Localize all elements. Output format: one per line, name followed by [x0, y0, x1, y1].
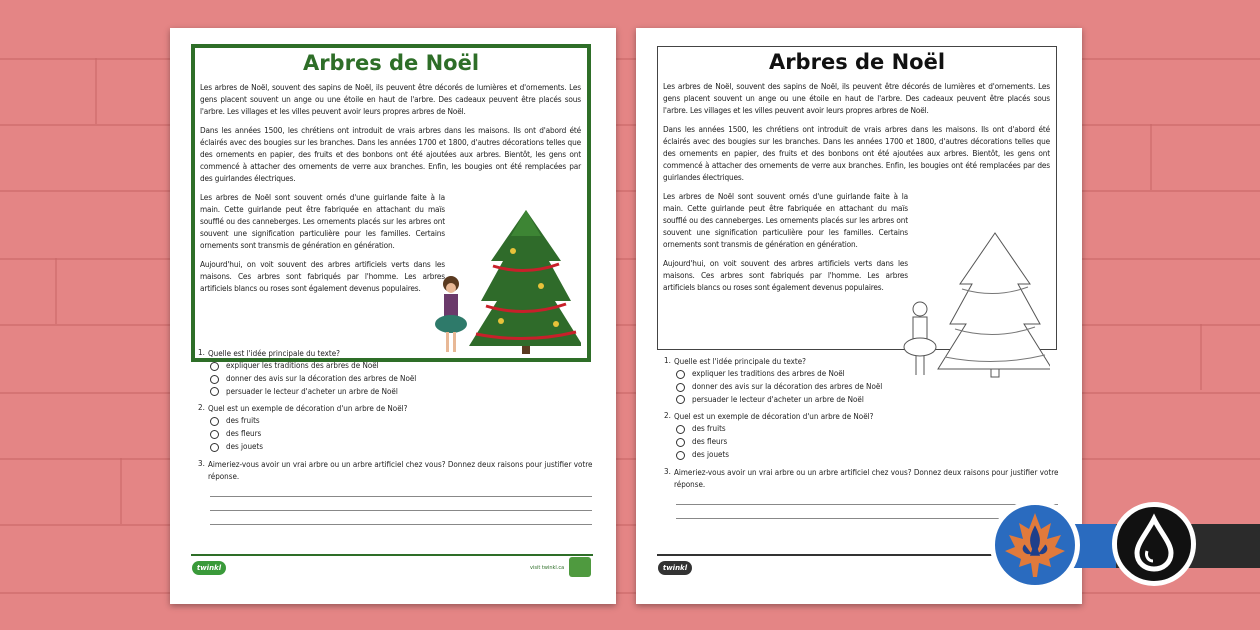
paragraph-4: Aujourd'hui, on voit souvent des arbres artificiels verts dans les maisons. Ces arbres sont fabriqués par l'homme. Les arbres artificiels blancs ou roses sont également devenus populaires.	[663, 257, 908, 293]
questions-section	[198, 348, 593, 530]
radio-icon[interactable]	[676, 438, 685, 447]
question-2: 2. Quel est un exemple de décoration d'un arbre de Noël? des fruits des fleurs des jouets	[198, 403, 593, 453]
question-text: Aimeriez-vous avoir un vrai arbre ou un arbre artificiel chez vous? Donnez deux raisons pour justifier votre réponse.	[208, 459, 593, 481]
question-2: 2. Quel est un exemple de décoration d'un arbre de Noël? des fruits des fleurs des jouets	[664, 411, 1059, 461]
radio-icon[interactable]	[210, 443, 219, 452]
paragraph-4: Aujourd'hui, on voit souvent des arbres artificiels verts dans les maisons. Ces arbres sont fabriqués par l'homme. Les arbres artificiels blancs ou roses sont également devenus populaires.	[200, 258, 445, 294]
question-text: Quelle est l'idée principale du texte?	[674, 357, 806, 366]
radio-icon[interactable]	[676, 395, 685, 404]
curriculum-badge-icon	[569, 557, 591, 577]
visit-link: visit twinkl.ca	[530, 565, 565, 571]
radio-icon[interactable]	[676, 383, 685, 392]
maple-leaf-icon	[990, 500, 1080, 590]
question-1: 1. Quelle est l'idée principale du texte? expliquer les traditions des arbres de Noël donner des avis sur la décoration des arbres de Noël persuader le lecteur d'acheter un arbre de Noël	[664, 356, 1059, 406]
paragraph-1: Les arbres de Noël, souvent des sapins de Noël, ils peuvent être décorés de lumières et d'ornements. Les gens placent souvent un ange ou une étoile en haut de l'arbre. Des cadeaux peuvent être placés sous l'arbre. Les villages et les villes peuvent avoir leurs propres arbres de Noël.	[663, 81, 1050, 116]
paragraph-3: Les arbres de Noël sont souvent ornés d'une guirlande faite à la main. Cette guirlande peut être fabriquée en attachant du maïs soufflé ou des canneberges. Les ornements placés sur les arbres ont souvent une signification particulière pour les familles. Certains ornements sont transmis de génération en génération.	[663, 190, 908, 250]
question-text: Quel est un exemple de décoration d'un arbre de Noël?	[674, 412, 874, 422]
answer-option[interactable]: donner des avis sur la décoration des arbres de Noël	[210, 373, 593, 386]
radio-icon[interactable]	[676, 425, 685, 434]
paragraph-2: Dans les années 1500, les chrétiens ont introduit de vrais arbres dans les maisons. Ils ont d'abord été éclairés avec des bougies sur les branches. Dans les années 1700 et 1800, d'autres décorations telles que des ornements en papier, des fruits et des bonbons ont été ajoutées aux arbres. Bientôt, les gens ont commencé à attacher des ornements de verre aux branches. Enfin, les bougies ont été remplacées par des guirlandes électriques.	[663, 123, 1050, 183]
paragraph-1: Les arbres de Noël, souvent des sapins de Noël, ils peuvent être décorés de lumières et d'ornements. Les gens placent souvent un ange ou une étoile en haut de l'arbre. Des cadeaux peuvent être placés sous l'arbre. Les villages et les villes peuvent avoir leurs propres arbres de Noël.	[200, 82, 581, 117]
answer-option[interactable]: des fleurs	[676, 436, 1059, 449]
answer-option[interactable]: expliquer les traditions des arbres de Noël	[676, 368, 1059, 381]
answer-option[interactable]: des jouets	[210, 441, 593, 454]
radio-icon[interactable]	[676, 370, 685, 379]
radio-icon[interactable]	[210, 362, 219, 371]
radio-icon[interactable]	[210, 417, 219, 426]
radio-icon[interactable]	[210, 375, 219, 384]
ink-drop-icon	[1112, 502, 1196, 586]
question-text: Quelle est l'idée principale du texte?	[208, 349, 340, 358]
reading-passage-box	[191, 44, 591, 362]
answer-line[interactable]	[210, 524, 592, 525]
worksheet-title: Arbres de Noël	[302, 51, 480, 75]
reading-passage-box	[657, 46, 1057, 350]
worksheet-title: Arbres de Noël	[768, 50, 946, 74]
question-3: 3. Aimeriez-vous avoir un vrai arbre ou un arbre artificiel chez vous? Donnez deux raisons pour justifier votre réponse.	[198, 459, 593, 525]
answer-line[interactable]	[210, 496, 592, 497]
radio-icon[interactable]	[210, 387, 219, 396]
answer-option[interactable]: des fleurs	[210, 428, 593, 441]
answer-option[interactable]: des jouets	[676, 449, 1059, 462]
paragraph-3: Les arbres de Noël sont souvent ornés d'une guirlande faite à la main. Cette guirlande peut être fabriquée en attachant du maïs soufflé ou des canneberges. Les ornements placés sur les arbres ont souvent une signification particulière pour les familles. Certains ornements sont transmis de génération en génération.	[200, 191, 445, 251]
answer-option[interactable]: persuader le lecteur d'acheter un arbre de Noël	[210, 386, 593, 399]
twinkl-logo: twinkl	[192, 561, 226, 575]
radio-icon[interactable]	[676, 451, 685, 460]
question-text: Quel est un exemple de décoration d'un arbre de Noël?	[208, 404, 408, 414]
question-1: 1. Quelle est l'idée principale du texte? expliquer les traditions des arbres de Noël donner des avis sur la décoration des arbres de Noël persuader le lecteur d'acheter un arbre de Noël	[198, 348, 593, 398]
answer-line[interactable]	[210, 510, 592, 511]
questions-section	[664, 356, 1059, 524]
question-text: Aimeriez-vous avoir un vrai arbre ou un arbre artificiel chez vous? Donnez deux raisons pour justifier votre réponse.	[674, 467, 1059, 489]
radio-icon[interactable]	[210, 430, 219, 439]
answer-option[interactable]: des fruits	[676, 423, 1059, 436]
footer-divider	[191, 554, 593, 556]
answer-option[interactable]: expliquer les traditions des arbres de Noël	[210, 360, 593, 373]
maple-leaf-fleur-de-lis-icon	[995, 505, 1075, 585]
question-3: 3. Aimeriez-vous avoir un vrai arbre ou un arbre artificiel chez vous? Donnez deux raisons pour justifier votre réponse.	[664, 467, 1059, 519]
christmas-tree-girl-illustration	[431, 206, 581, 356]
worksheet-colour	[170, 28, 616, 604]
answer-option[interactable]: donner des avis sur la décoration des arbres de Noël	[676, 381, 1059, 394]
answer-option[interactable]: persuader le lecteur d'acheter un arbre de Noël	[676, 394, 1059, 407]
paragraph-2: Dans les années 1500, les chrétiens ont introduit de vrais arbres dans les maisons. Ils ont d'abord été éclairés avec des bougies sur les branches. Dans les années 1700 et 1800, d'autres décorations telles que des ornements en papier, des fruits et des bonbons ont été ajoutées aux arbres. Bientôt, les gens ont commencé à attacher des ornements de verre aux branches. Enfin, les bougies ont été remplacées par des guirlandes électriques.	[200, 124, 581, 184]
drop-shape-icon	[1117, 507, 1191, 581]
twinkl-logo: twinkl	[658, 561, 692, 575]
answer-option[interactable]: des fruits	[210, 415, 593, 428]
